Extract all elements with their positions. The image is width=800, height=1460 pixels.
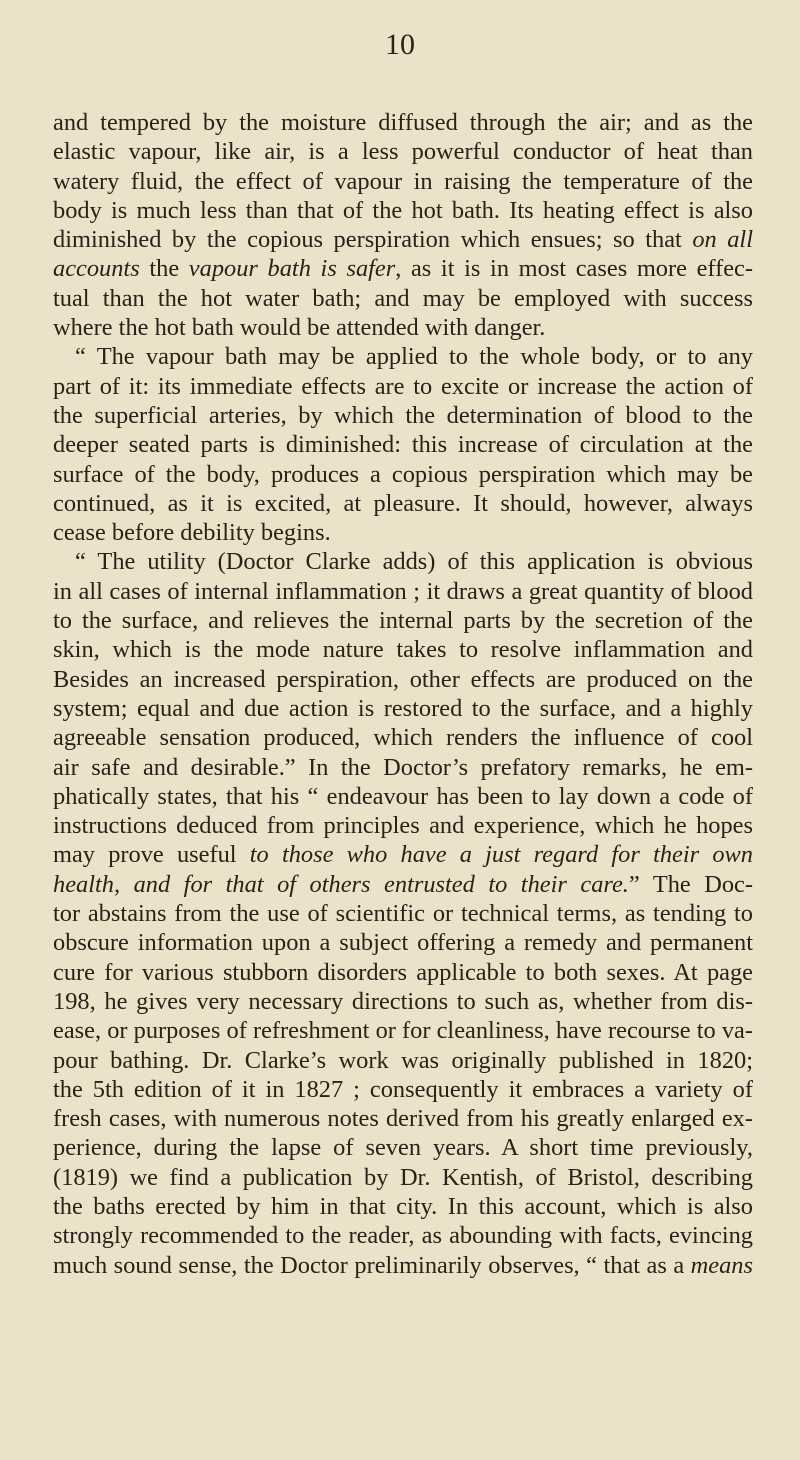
text-span: Besides an increased perspiration, other effects are produced on the <box>53 665 753 693</box>
text-line <box>53 665 753 694</box>
text-line <box>53 460 753 489</box>
text-line <box>53 635 753 664</box>
text-span: the 5th edition of it in 1827 ; consequently it embraces a variety of <box>53 1075 753 1103</box>
text-span: air safe and desirable.” In the Doctor’s prefatory remarks, he em- <box>53 753 753 781</box>
text-span: part of it: its immediate effects are to excite or increase the action of <box>53 372 753 400</box>
page-number: 10 <box>385 28 415 61</box>
text-span: elastic vapour, like air, is a less powerful conductor of heat than <box>53 138 753 166</box>
text-line <box>53 753 753 782</box>
text-span: watery fluid, the effect of vapour in raising the temperature of the <box>53 167 753 195</box>
text-span: cease before debility begins. <box>53 519 331 547</box>
text-line <box>53 577 753 606</box>
text-line <box>53 899 753 928</box>
text-span: tual than the hot water bath; and may be employed with success <box>53 284 753 312</box>
text-span: instructions deduced from principles and experience, which he hopes <box>53 812 753 840</box>
text-span: the <box>139 255 189 283</box>
text-line <box>53 958 753 987</box>
text-line <box>53 547 753 576</box>
text-line <box>53 225 753 254</box>
italic-text: on all <box>692 226 753 254</box>
text-span: may prove useful <box>53 841 250 869</box>
text-line <box>53 137 753 166</box>
text-line <box>53 372 753 401</box>
text-line <box>53 108 753 137</box>
text-span: (1819) we find a publication by Dr. Kentish, of Bristol, describing <box>53 1163 753 1191</box>
italic-text: to those who have a just regard for their own <box>249 841 753 869</box>
text-line <box>53 1016 753 1045</box>
text-span: obscure information upon a subject offering a remedy and permanent <box>53 929 753 957</box>
text-span: body is much less than that of the hot bath. Its heating effect is also <box>53 196 753 224</box>
text-line <box>53 694 753 723</box>
text-line <box>53 1075 753 1104</box>
text-span: cure for various stubborn disorders applicable to both sexes. At page <box>53 958 753 986</box>
text-span: the baths erected by him in that city. In this account, which is also <box>53 1192 753 1220</box>
text-span: 198, he gives very necessary directions to such as, whether from dis- <box>53 987 753 1015</box>
text-span: deeper seated parts is diminished: this increase of circulation at the <box>53 431 753 459</box>
text-line <box>53 1221 753 1250</box>
text-span: where the hot bath would be attended with danger. <box>53 314 546 342</box>
text-line <box>53 313 753 342</box>
text-line <box>53 987 753 1016</box>
italic-text: vapour bath is safer <box>188 255 396 283</box>
text-span: continued, as it is excited, at pleasure. It should, however, always <box>53 489 753 517</box>
text-span: strongly recommended to the reader, as abounding with facts, evincing <box>53 1222 753 1250</box>
text-line <box>53 342 753 371</box>
text-line <box>53 518 753 547</box>
text-line <box>53 723 753 752</box>
text-span: “ The utility (Doctor Clarke adds) of this application is obvious <box>75 548 753 576</box>
text-line <box>53 254 753 283</box>
text-line <box>53 196 753 225</box>
text-span: “ The vapour bath may be applied to the whole body, or to any <box>75 343 753 371</box>
text-line <box>53 1251 753 1280</box>
text-span: system; equal and due action is restored to the surface, and a highly <box>53 694 753 722</box>
text-span: pour bathing. Dr. Clarke’s work was originally published in 1820; <box>53 1046 753 1074</box>
text-line <box>53 1192 753 1221</box>
italic-text: means <box>690 1251 753 1279</box>
text-line <box>53 1133 753 1162</box>
text-line <box>53 606 753 635</box>
text-line <box>53 430 753 459</box>
text-span: phatically states, that his “ endeavour has been to lay down a code of <box>53 782 753 810</box>
text-span: diminished by the copious perspiration which ensues; so that <box>53 226 693 254</box>
text-span: surface of the body, produces a copious perspiration which may be <box>53 460 753 488</box>
text-span: to the surface, and relieves the internal parts by the secretion of the <box>53 607 753 635</box>
body-text <box>53 108 753 1280</box>
text-line <box>53 928 753 957</box>
text-span: perience, during the lapse of seven years. A short time previously, <box>53 1134 753 1162</box>
text-line <box>53 1163 753 1192</box>
italic-text: accounts <box>53 255 140 283</box>
italic-text: health, and for that of others entrusted to their care. <box>53 870 629 898</box>
text-span: ease, or purposes of refreshment or for cleanliness, have recourse to va- <box>53 1017 753 1045</box>
text-line <box>53 1046 753 1075</box>
text-line <box>53 811 753 840</box>
text-span: agreeable sensation produced, which renders the influence of cool <box>53 724 753 752</box>
text-line <box>53 167 753 196</box>
text-line <box>53 489 753 518</box>
text-span: skin, which is the mode nature takes to resolve inflammation and <box>53 636 753 664</box>
text-line <box>53 284 753 313</box>
text-span: much sound sense, the Doctor preliminarily observes, “ that as a <box>53 1251 691 1279</box>
text-line <box>53 870 753 899</box>
text-span: and tempered by the moisture diffused through the air; and as the <box>53 109 753 136</box>
text-line <box>53 782 753 811</box>
text-span: fresh cases, with numerous notes derived from his greatly enlarged ex- <box>53 1105 753 1133</box>
text-span: ” The Doc- <box>628 870 753 898</box>
text-line <box>53 401 753 430</box>
text-span: , as it is in most cases more effec- <box>395 255 753 283</box>
text-span: in all cases of internal inflammation ; it draws a great quantity of blood <box>53 577 753 605</box>
text-span: the superficial arteries, by which the determination of blood to the <box>53 401 753 429</box>
text-span: tor abstains from the use of scientific or technical terms, as tending to <box>53 900 753 928</box>
text-line <box>53 840 753 869</box>
text-line <box>53 1104 753 1133</box>
